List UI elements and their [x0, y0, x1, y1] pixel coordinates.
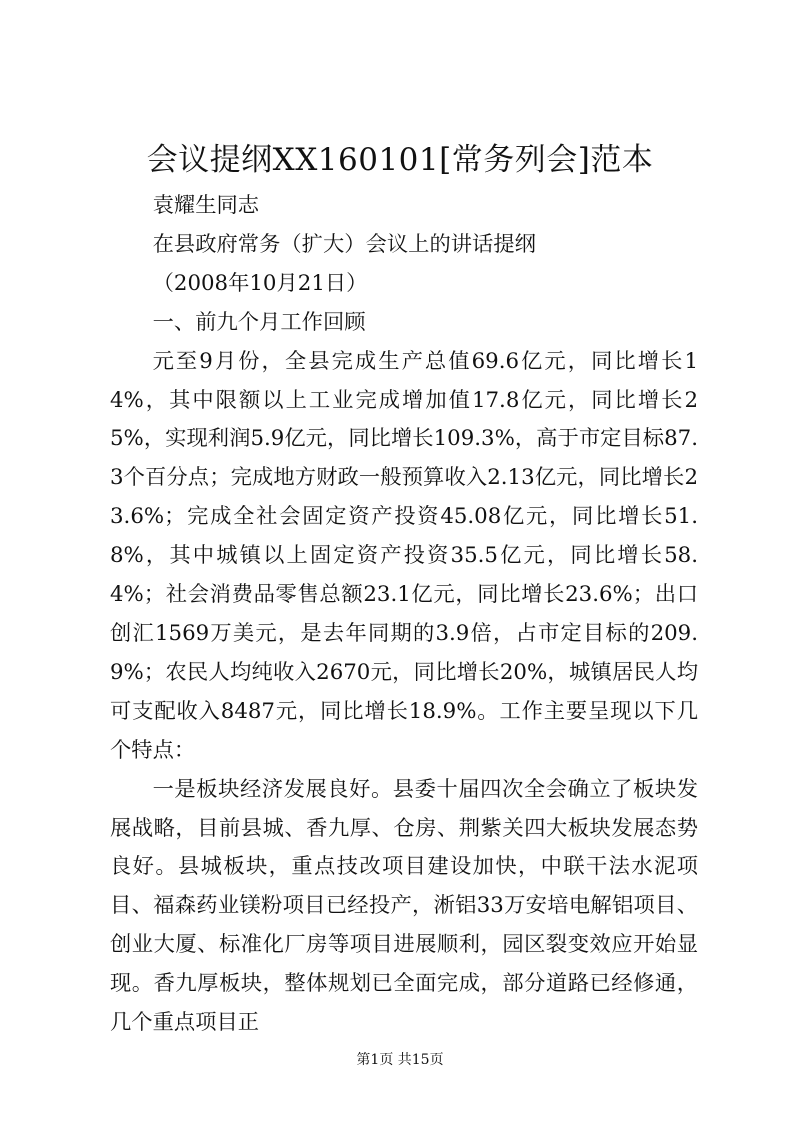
paragraph-speaker: 袁耀生同志 [152, 193, 260, 218]
paragraph-date: （2008年10月21日） [152, 270, 368, 296]
section-heading: 一、前九个月工作回顾 [152, 309, 366, 335]
paragraph-subtitle: 在县政府常务（扩大）会议上的讲话提纲 [152, 231, 536, 257]
document-body [110, 187, 698, 1043]
page-footer: 第1页 共15页 [356, 1052, 444, 1068]
paragraph-block-economy: 一是板块经济发展良好。县委十届四次全会确立了板块发展战略，目前县城、香九厚、仓房、荆紫关四大板块发展态势良好。县城板块，重点技改项目建设加快，中联干法水泥项目、福森药业镁粉项目已经投产，淅铝33万安培电解铝项目、创业大厦、标准化厂房等项目进展顺利，园区裂变效应开始显现。香九厚板块，整体规划已全面完成，部分道路已经修通，几个重点项目正 [110, 776, 698, 1036]
document-title: 会议提纲XX160101[常务列会]范本 [146, 142, 654, 178]
paragraph-review: 元至9月份，全县完成生产总值69.6亿元，同比增长14%，其中限额以上工业完成增加值17.8亿元，同比增长25%，实现利润5.9亿元，同比增长109.3%，高于市定目标87.3个百分点；完成地方财政一般预算收入2.13亿元，同比增长23.6%；完成全社会固定资产投资45.08亿元，同比增长51.8%，其中城镇以上固定资产投资35.5亿元，同比增长58.4%；社会消费品零售总额23.1亿元，同比增长23.6%；出口创汇1569万美元，是去年同期的3.9倍，占市定目标的209.9%；农民人均纯收入2670元，同比增长20%，城镇居民人均可支配收入8487元，同比增长18.9%。工作主要呈现以下几个特点： [110, 348, 698, 763]
